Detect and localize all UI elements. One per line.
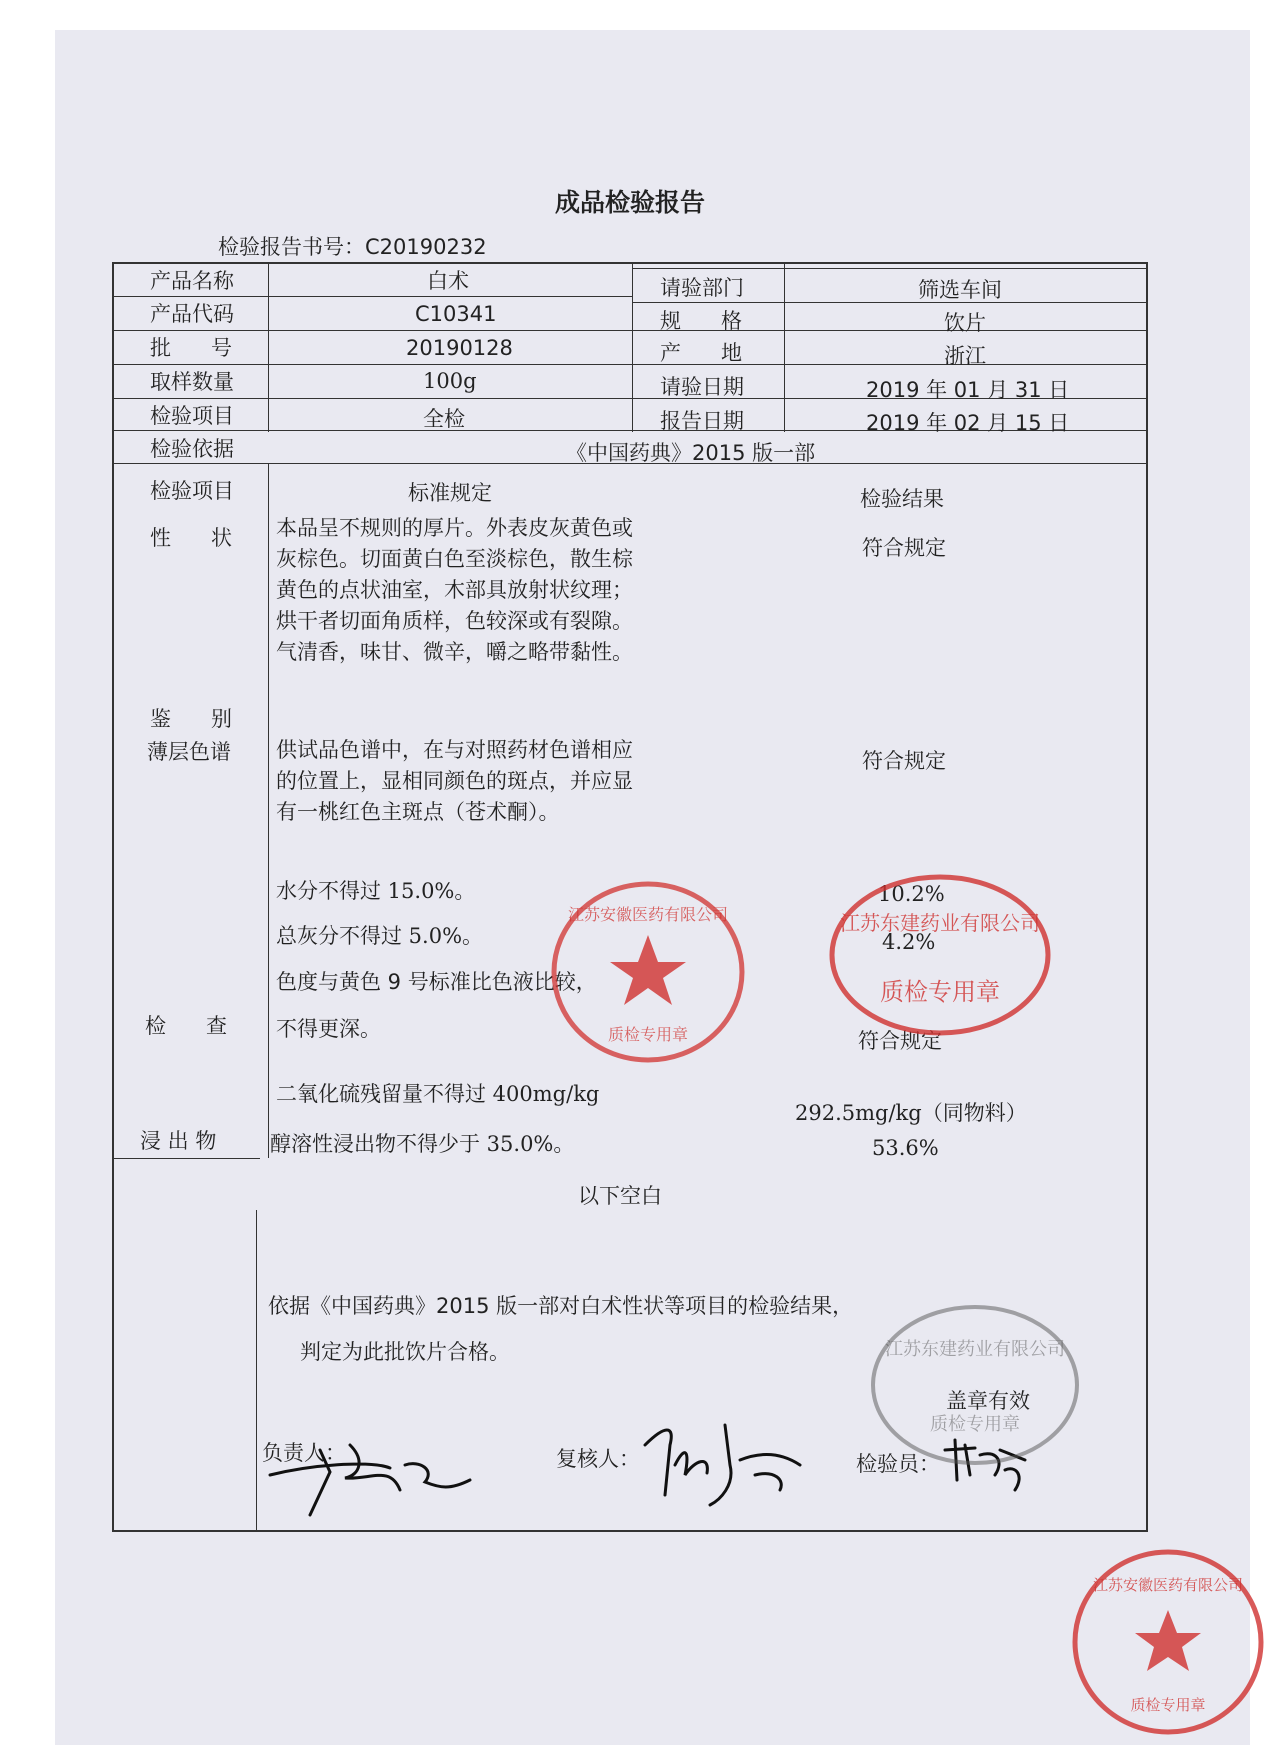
- svg-text:质检专用章: 质检专用章: [1130, 1696, 1206, 1714]
- results-item-header: 检验项目: [150, 479, 234, 503]
- check-label: 检 查: [145, 1014, 228, 1038]
- svg-text:质检专用章: 质检专用章: [930, 1414, 1020, 1435]
- svg-text:江苏安徽医药有限公司: 江苏安徽医药有限公司: [567, 905, 729, 924]
- hospital-stamp: [548, 880, 748, 1065]
- product-name: 白术: [427, 269, 469, 293]
- conclusion-line2: 判定为此批饮片合格。: [300, 1340, 510, 1364]
- col-line: [784, 262, 785, 432]
- ash-result: 4.2%: [882, 930, 936, 954]
- moisture-result: 10.2%: [878, 882, 945, 906]
- svg-text:质检专用章: 质检专用章: [607, 1025, 689, 1044]
- company-qc-stamp: [825, 870, 1055, 1040]
- color-result: 符合规定: [858, 1029, 942, 1053]
- col-line: [632, 262, 633, 432]
- report-title: 成品检验报告: [555, 188, 706, 217]
- svg-text:质检专用章: 质检专用章: [880, 978, 1000, 1006]
- results-standard-header: 标准规定: [408, 481, 492, 505]
- identification-label: 鉴 别: [150, 707, 233, 731]
- reviewer-signature: [635, 1405, 815, 1515]
- col-line: [268, 463, 269, 1158]
- extract-result: 53.6%: [872, 1136, 939, 1160]
- inspector-label: 检验员：: [856, 1452, 940, 1476]
- row-line: [112, 1158, 260, 1159]
- svg-text:江苏安徽医药有限公司: 江苏安徽医药有限公司: [1092, 1576, 1244, 1594]
- product-code-label: 产品代码: [150, 302, 234, 326]
- report-number: 检验报告书号：C20190232: [218, 235, 487, 259]
- batch: 20190128: [406, 336, 513, 360]
- blank-note: 以下空白: [578, 1184, 662, 1208]
- basis: 《中国药典》2015 版一部: [566, 441, 816, 465]
- col-line: [268, 262, 269, 432]
- corner-stamp: [1068, 1545, 1268, 1740]
- table-border-right: [1146, 262, 1148, 1532]
- svg-text:江苏东建药业有限公司: 江苏东建药业有限公司: [885, 1339, 1065, 1360]
- product-code: C10341: [415, 302, 497, 326]
- row-line: [112, 296, 632, 297]
- so2-result: 292.5mg/kg（同物料）: [795, 1101, 1027, 1125]
- company-stamp-faded: [865, 1300, 1085, 1470]
- appearance-standard: 本品呈不规则的厚片。外表皮灰黄色或灰棕色。切面黄白色至淡棕色，散生棕黄色的点状油室，木部具放射状纹理；烘干者切面角质样，色较深或有裂隙。气清香，味甘、微辛，嚼之略带黏性。: [276, 516, 633, 664]
- reviewer-label: 复核人：: [556, 1447, 640, 1471]
- request-date: 2019 年 01 月 31 日: [866, 378, 1070, 402]
- ash-standard: 总灰分不得过 5.0%。: [276, 924, 484, 948]
- inspect-item-label: 检验项目: [150, 404, 234, 428]
- appearance-label: 性 状: [150, 526, 233, 550]
- responsible-signature: [250, 1420, 500, 1520]
- batch-label: 批 号: [150, 336, 233, 360]
- sample-qty-label: 取样数量: [150, 370, 234, 394]
- stamp-valid-note: 盖章有效: [946, 1389, 1030, 1413]
- row-line: [632, 302, 1146, 303]
- report-date-label: 报告日期: [660, 409, 744, 433]
- conclusion-line1: 依据《中国药典》2015 版一部对白术性状等项目的检验结果，: [268, 1294, 854, 1318]
- origin-label: 产 地: [660, 341, 743, 365]
- tlc-result: 符合规定: [862, 749, 946, 773]
- color-standard-line2: 不得更深。: [276, 1017, 381, 1041]
- so2-standard: 二氧化硫残留量不得过 400mg/kg: [276, 1082, 600, 1106]
- product-name-label: 产品名称: [150, 269, 234, 293]
- origin: 浙江: [944, 344, 986, 368]
- responsible-label: 负责人：: [262, 1441, 346, 1465]
- inspect-item: 全检: [423, 407, 465, 431]
- color-standard-line1: 色度与黄色 9 号标准比色液比较，: [276, 970, 597, 994]
- spec-label: 规 格: [660, 309, 743, 333]
- request-date-label: 请验日期: [660, 375, 744, 399]
- sample-qty: 100g: [423, 369, 477, 393]
- svg-text:江苏东建药业有限公司: 江苏东建药业有限公司: [840, 911, 1040, 935]
- report-date: 2019 年 02 月 15 日: [866, 411, 1070, 435]
- appearance-result: 符合规定: [862, 536, 946, 560]
- results-result-header: 检验结果: [860, 487, 944, 511]
- moisture-standard: 水分不得过 15.0%。: [276, 879, 476, 903]
- table-border-left: [112, 262, 114, 1532]
- tlc-label: 薄层色谱: [147, 740, 231, 764]
- table-border-bottom: [112, 1530, 1148, 1532]
- spec: 饮片: [944, 311, 986, 335]
- extract-label: 浸 出 物: [140, 1129, 217, 1153]
- tlc-standard: 供试品色谱中，在与对照药材色谱相应的位置上，显相同颜色的斑点，并应显有一桃红色主斑点（苍术酮）。: [276, 738, 633, 824]
- dept: 筛选车间: [918, 278, 1002, 302]
- dept-label: 请验部门: [660, 276, 744, 300]
- extract-standard: 醇溶性浸出物不得少于 35.0%。: [270, 1132, 575, 1156]
- row-line: [632, 268, 1146, 269]
- basis-label: 检验依据: [150, 437, 234, 461]
